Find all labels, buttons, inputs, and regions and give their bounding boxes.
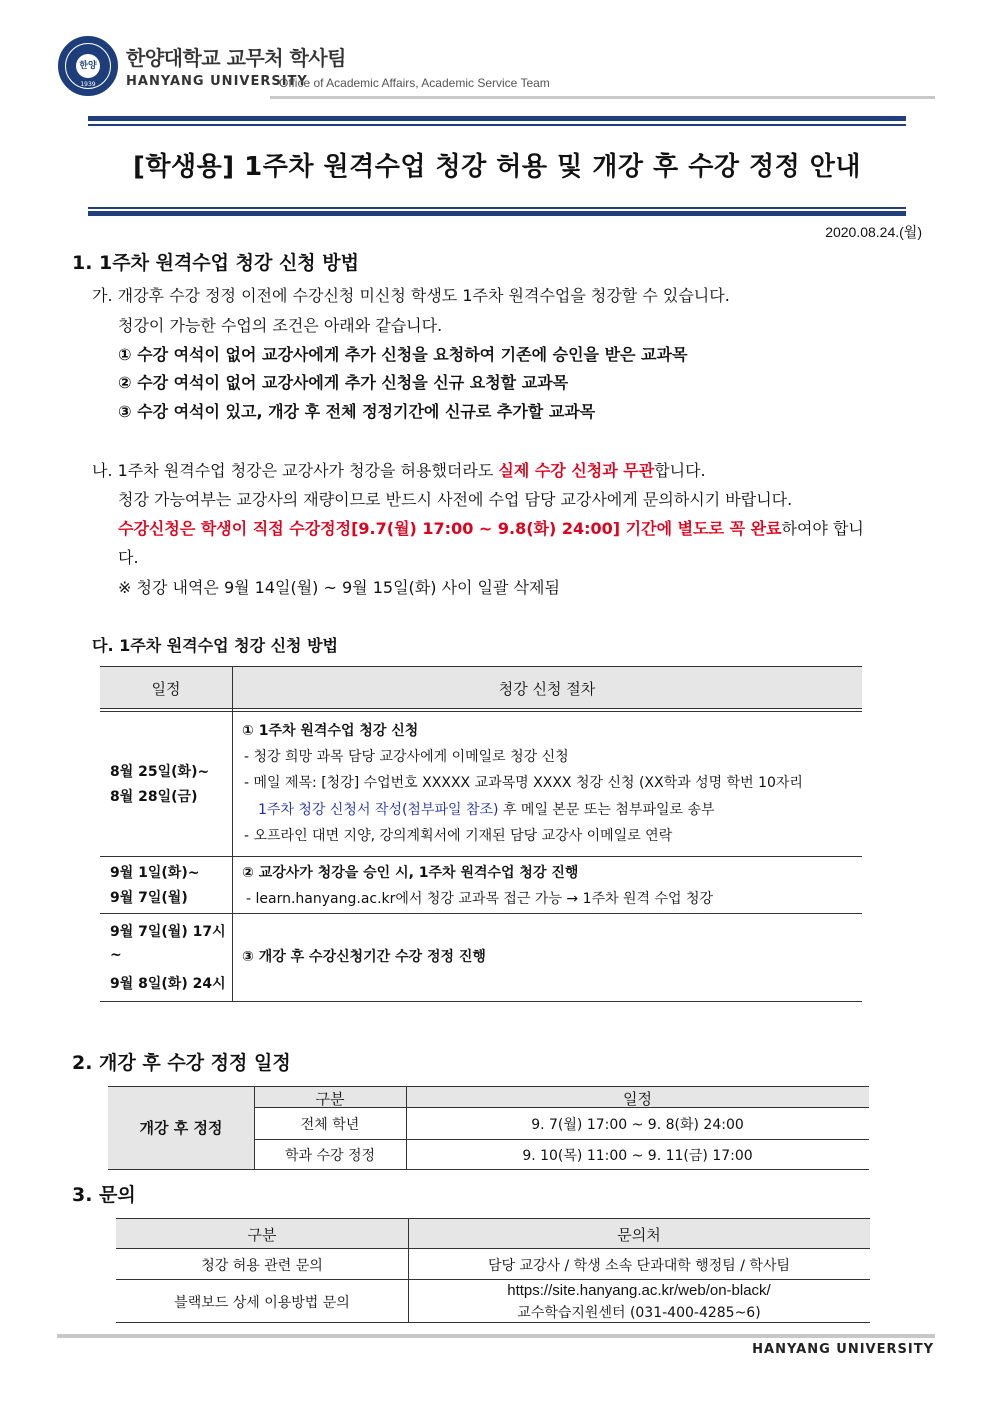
na-line-2: 청강 가능여부는 교강사의 재량이므로 반드시 사전에 수업 담당 교강사에게 문의하시기 바랍니다. (118, 490, 793, 509)
table3-row2-link[interactable]: https://site.hanyang.ac.kr/web/on-black/ (507, 1282, 771, 1299)
header-office: Office of Academic Affairs, Academic Service Team (279, 76, 550, 90)
row3-date-sep: ~ (110, 947, 122, 963)
row1-date-start: 8월 25일(화)~ (110, 764, 210, 780)
na-line-1 (92, 458, 706, 481)
row1-date-end: 8월 28일(금) (110, 789, 198, 805)
section1-heading: 1. 1주차 원격수업 청강 신청 방법 (72, 252, 359, 274)
header-title: 한양대학교 교무처 학사팀 (126, 46, 346, 70)
na-note: ※ 청강 내역은 9월 14일(월) ~ 9월 15일(화) 사이 일괄 삭제됨 (118, 578, 560, 597)
document-title: [학생용] 1주차 원격수업 청강 허용 및 개강 후 수강 정정 안내 (132, 152, 862, 182)
table3-row2-category: 블랙보드 상세 이용방법 문의 (174, 1295, 350, 1311)
row3-date-end: 9월 8일(화) 24시 (110, 976, 226, 992)
ga-line-2: 청강이 가능한 수업의 조건은 아래와 같습니다. (118, 316, 443, 335)
row1-line-1: - 청강 희망 과목 담당 교강사에게 이메일로 청강 신청 (244, 749, 569, 765)
table3-head-contact: 문의처 (617, 1226, 661, 1244)
footer-university: HANYANG UNIVERSITY (752, 1342, 934, 1357)
header-university: HANYANG UNIVERSITY (126, 74, 308, 89)
table2-row1-schedule: 9. 7(월) 17:00 ~ 9. 8(화) 24:00 (531, 1117, 744, 1133)
title-top-thin-rule (88, 124, 906, 126)
footer-divider (57, 1334, 935, 1338)
row1-line-2: - 메일 제목: [청강] 수업번호 XXXXX 교과목명 XXXX 청강 신청 (XX학과 성명 학번 10자리 (244, 775, 803, 791)
row1-line-4: - 오프라인 대면 지양, 강의계획서에 기재된 담당 교강사 이메일로 연락 (244, 828, 673, 844)
header-divider (270, 96, 935, 99)
row2-date-start: 9월 1일(화)~ (110, 865, 200, 881)
da-heading: 다. 1주차 원격수업 청강 신청 방법 (92, 636, 338, 655)
na-line-3 (118, 516, 864, 539)
row1-line-3 (258, 799, 715, 819)
university-seal-logo (58, 36, 118, 96)
table2-head-category: 구분 (315, 1090, 345, 1108)
na-line-1-emphasis: 실제 수강 신청과 무관 (498, 461, 655, 480)
condition-2: ② 수강 여석이 없어 교강사에게 추가 신청을 신규 요청할 교과목 (118, 373, 569, 392)
table2-row1-category: 전체 학년 (300, 1117, 360, 1133)
na-line-3-emphasis: 수강신청은 학생이 직접 수강정정[9.7(월) 17:00 ~ 9.8(화) 24:00] 기간에 별도로 꼭 완료 (118, 519, 782, 538)
title-bottom-thin-rule (88, 207, 906, 209)
title-top-rule (88, 116, 906, 121)
row3-date-start: 9월 7일(월) 17시 (110, 924, 226, 940)
table2-row2-category: 학과 수강 정정 (284, 1148, 376, 1164)
seal-text: 한양 (76, 54, 100, 78)
row2-line-1: - learn.hanyang.ac.kr에서 청강 교과목 접근 가능 → 1주차 원격 수업 청강 (246, 891, 714, 907)
condition-3: ③ 수강 여석이 있고, 개강 후 전체 정정기간에 신규로 추가할 교과목 (118, 402, 596, 421)
ga-line-1: 가. 개강후 수강 정정 이전에 수강신청 미신청 학생도 1주차 원격수업을 청강할 수 있습니다. (92, 286, 730, 305)
table3-row2-center: 교수학습지원센터 (031-400-4285~6) (517, 1305, 761, 1321)
row2-title: ② 교강사가 청강을 승인 시, 1주차 원격수업 청강 진행 (242, 865, 579, 881)
na-line-4: 다. (118, 548, 139, 567)
document-date: 2020.08.24.(월) (825, 224, 922, 240)
section2-heading: 2. 개강 후 수강 정정 일정 (72, 1052, 291, 1074)
condition-1: ① 수강 여석이 없어 교강사에게 추가 신청을 요청하여 기존에 승인을 받은 교과목 (118, 345, 688, 364)
table2-head-schedule: 일정 (623, 1090, 652, 1108)
section3-heading: 3. 문의 (72, 1184, 136, 1206)
table3-row1-category: 청강 허용 관련 문의 (201, 1258, 323, 1274)
row2-date-end: 9월 7일(월) (110, 890, 188, 906)
col-header-schedule: 일정 (151, 680, 181, 698)
title-bottom-rule (88, 211, 906, 216)
row1-title: ① 1주차 원격수업 청강 신청 (242, 723, 419, 739)
na-line-1-text: 나. 1주차 원격수업 청강은 교강사가 청강을 허용했더라도 (92, 461, 499, 480)
table2-row2-schedule: 9. 10(목) 11:00 ~ 9. 11(금) 17:00 (522, 1148, 753, 1164)
col-header-procedure: 청강 신청 절차 (498, 680, 596, 698)
row3-title: ③ 개강 후 수강신청기간 수강 정정 진행 (242, 949, 486, 965)
table3-head-category: 구분 (247, 1226, 277, 1244)
table2-row-label: 개강 후 정정 (139, 1119, 223, 1137)
table3-row1-contact: 담당 교강사 / 학생 소속 단과대학 행정팀 / 학사팀 (488, 1258, 790, 1274)
seal-year: 1939 (80, 81, 96, 88)
row1-line-3-end: 후 메일 본문 또는 첨부파일로 송부 (498, 802, 715, 818)
na-line-1-end: 합니다. (654, 461, 706, 480)
na-line-3-end: 하여야 합니 (781, 519, 864, 538)
row1-line-3-emphasis: 1주차 청강 신청서 작성(첨부파일 참조) (258, 802, 499, 818)
